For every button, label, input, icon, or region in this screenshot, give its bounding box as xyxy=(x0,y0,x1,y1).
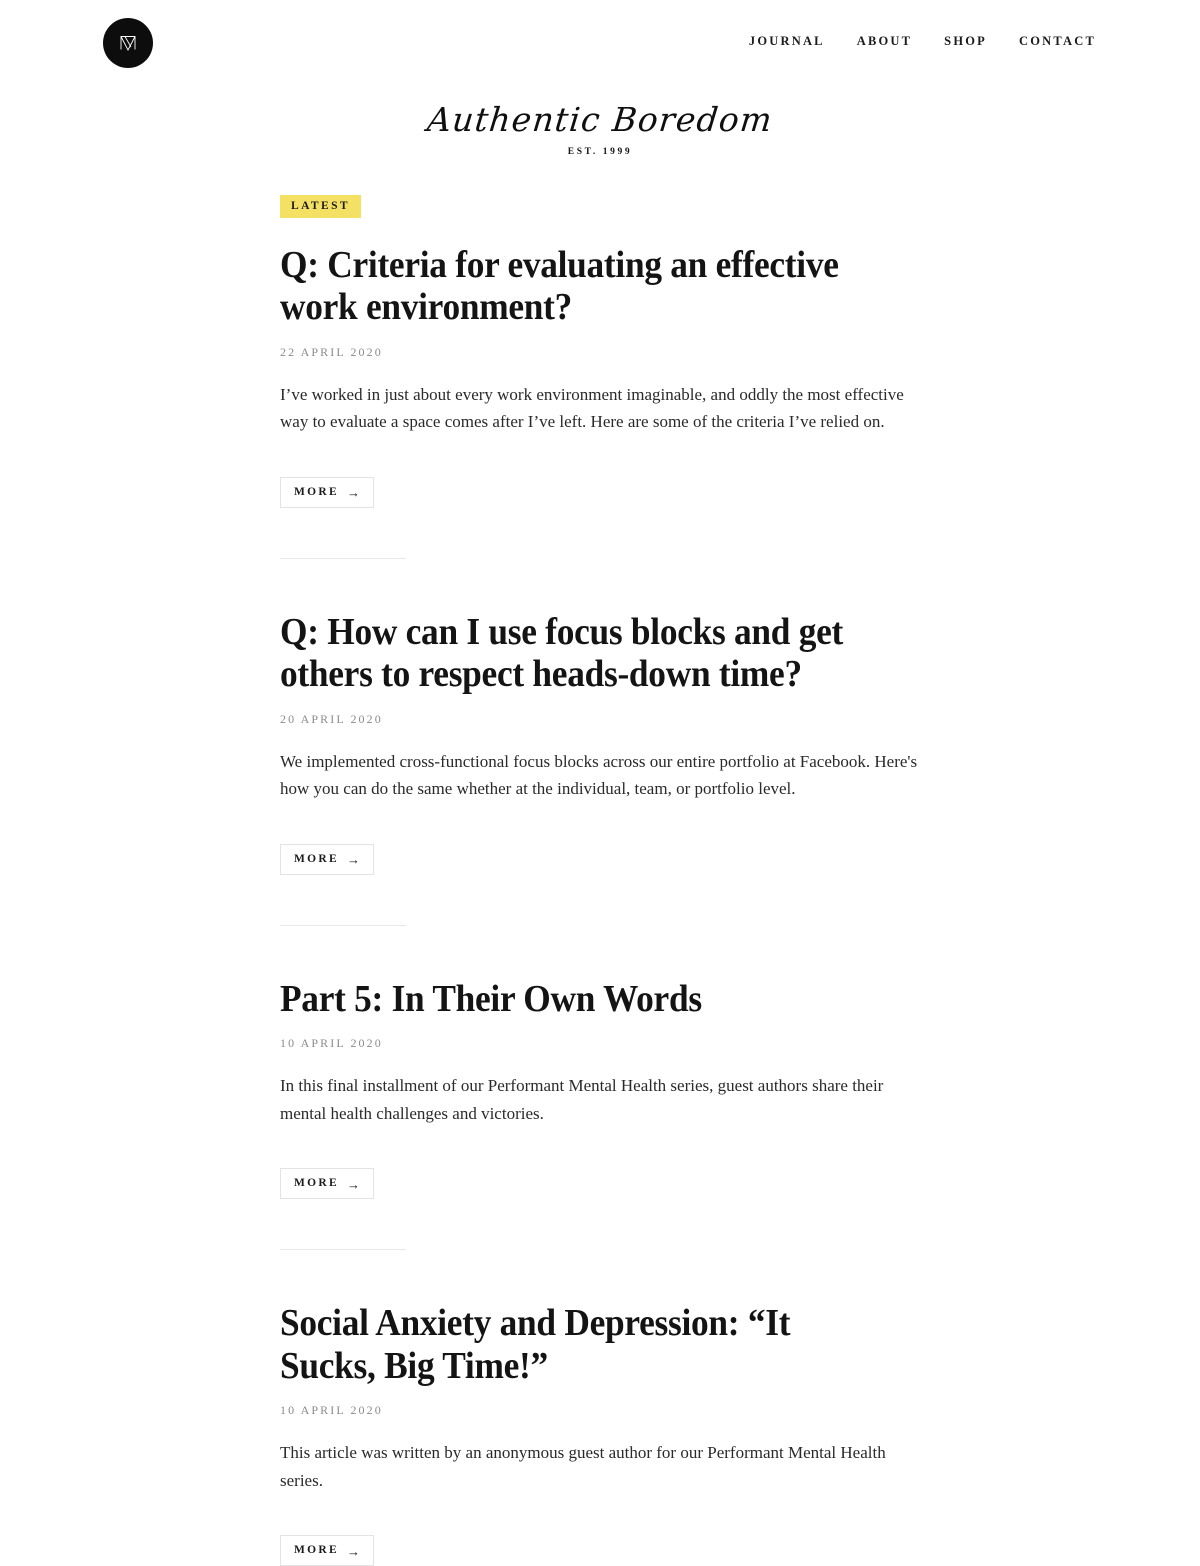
post-item xyxy=(280,978,940,1199)
more-button-label: MORE xyxy=(294,1177,339,1190)
more-button[interactable] xyxy=(280,844,374,875)
monogram-logo-icon[interactable] xyxy=(103,18,153,68)
arrow-right-icon: → xyxy=(346,485,360,501)
post-date: 22 APRIL 2020 xyxy=(280,344,383,359)
post-title[interactable]: Part 5: In Their Own Words xyxy=(280,977,702,1020)
nav-item-about[interactable]: ABOUT xyxy=(856,34,913,48)
nav-item-shop[interactable]: SHOP xyxy=(944,34,988,48)
post-date: 10 APRIL 2020 xyxy=(280,1403,383,1418)
post-excerpt: I’ve worked in just about every work environment imaginable, and oddly the most effective way to evaluate a space comes after I’ve left. Here are some of the criteria I’ve relied on. xyxy=(280,384,904,432)
post-date: 10 APRIL 2020 xyxy=(280,1036,383,1051)
main-navigation xyxy=(749,34,1096,49)
post-excerpt: We implemented cross-functional focus blocks across our entire portfolio at Facebook. Here's how you can do the same whether at the individual, team, or portfolio level. xyxy=(280,751,918,799)
more-button-label: MORE xyxy=(294,852,339,865)
post-divider xyxy=(280,1249,406,1250)
arrow-right-icon: → xyxy=(346,852,360,868)
nav-item-contact[interactable]: CONTACT xyxy=(1019,34,1096,48)
more-button[interactable] xyxy=(280,1168,374,1199)
post-item xyxy=(280,611,940,875)
established-line: EST. 1999 xyxy=(567,147,633,158)
arrow-right-icon: → xyxy=(346,1176,360,1192)
post-divider xyxy=(280,558,406,559)
post-item xyxy=(280,244,940,508)
post-item xyxy=(280,1302,940,1566)
post-excerpt: This article was written by an anonymous guest author for our Performant Mental Health series. xyxy=(280,1443,886,1490)
site-title: Authentic Boredom xyxy=(425,100,775,139)
more-button-label: MORE xyxy=(294,485,339,498)
post-title[interactable]: Q: Criteria for evaluating an effective work environment? xyxy=(280,243,839,329)
post-list xyxy=(280,157,940,1566)
post-divider xyxy=(280,925,406,926)
latest-badge: LATEST xyxy=(280,195,361,218)
site-header xyxy=(0,0,1200,90)
post-title[interactable]: Social Anxiety and Depression: “It Sucks, Big Time!” xyxy=(280,1302,791,1387)
nav-item-journal[interactable]: JOURNAL xyxy=(748,34,825,48)
more-button[interactable] xyxy=(280,477,374,508)
more-button[interactable] xyxy=(280,1535,374,1566)
post-excerpt: In this final installment of our Performant Mental Health series, guest authors share their mental health challenges and victories. xyxy=(280,1076,884,1123)
more-button-label: MORE xyxy=(294,1544,339,1557)
post-date: 20 APRIL 2020 xyxy=(280,711,383,726)
post-title[interactable]: Q: How can I use focus blocks and get others to respect heads-down time? xyxy=(280,610,844,696)
arrow-right-icon: → xyxy=(346,1543,360,1559)
masthead xyxy=(0,102,1200,157)
